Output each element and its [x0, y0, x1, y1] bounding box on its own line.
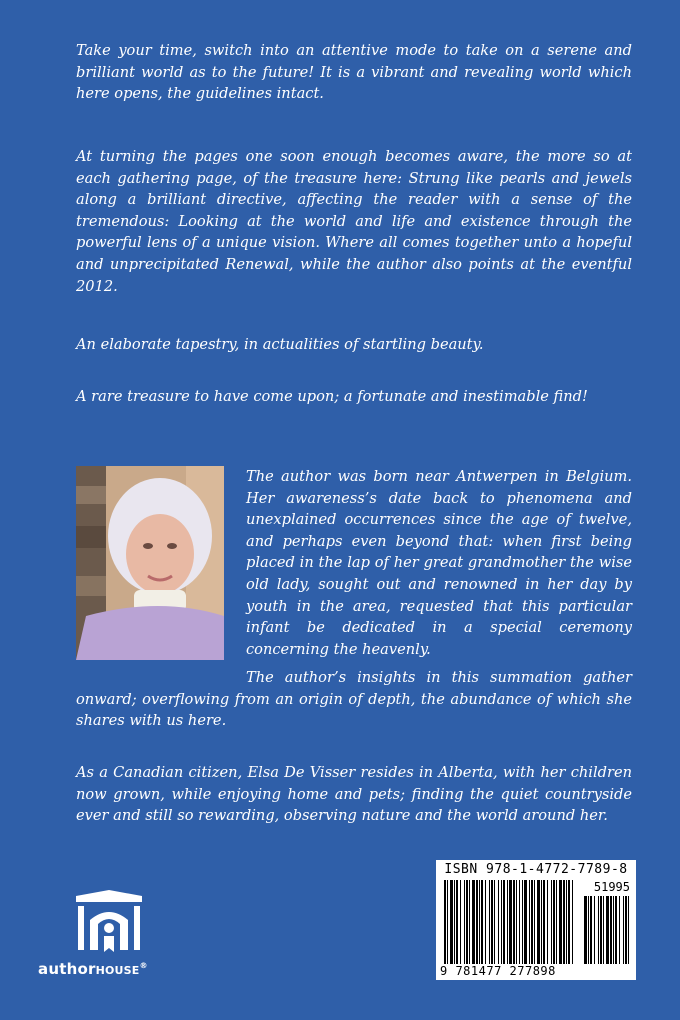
- barcode-bars: [436, 860, 636, 980]
- blurb-paragraph-3: An elaborate tapestry, in actualities of startling beauty.: [76, 336, 484, 353]
- publisher-name: authorHOUSE®: [38, 960, 148, 978]
- isbn-barcode: [436, 860, 636, 980]
- author-bio-paragraph: The author was born near Antwerpen in Belgium. Her awareness’s date back to phenomena and unexplained occurrences since the age of twelve, and perhaps even beyond that: when first being placed in the lap of her great grandmother the wise old lady, sought out and renowned in her day by youth in the area, requested that this particular infant be dedicated in a special ceremony concerning the heavenly.: [246, 468, 632, 658]
- residence-paragraph: As a Canadian citizen, Elsa De Visser resides in Alberta, with her children now grown, while enjoying home and pets; finding the quiet countryside ever and still so rewarding, observing nature and the world around her.: [76, 764, 632, 825]
- author-photo: [76, 466, 224, 660]
- price-code: 51995: [593, 880, 630, 894]
- insights-text: The author’s insights in this summation gather onward; overflowing from an origin of depth, the abundance of which she shares with us here.: [76, 669, 632, 730]
- blurb-paragraph-2: At turning the pages one soon enough becomes aware, the more so at each gathering page, of the treasure here: Strung like pearls and jewels along a brilliant directive, affecting the reader with a sense of the tremendous: Looking at the world and life and existence through the powerful lens of a unique vision. Where all comes together unto a hopeful and unprecipitated Renewal, while the author also points at the eventful 2012.: [76, 148, 632, 295]
- ean-digits: 9 781477 277898: [440, 964, 556, 978]
- blurb-paragraph-1: Take your time, switch into an attentive mode to take on a serene and brilliant world as to the future! It is a vibrant and revealing world which here opens, the guidelines intact.: [76, 42, 632, 103]
- blurb-paragraph-4: A rare treasure to have come upon; a fortunate and inestimable find!: [76, 388, 588, 405]
- insights-paragraph: [76, 667, 632, 732]
- isbn-text: ISBN 978-1-4772-7789-8: [444, 862, 628, 877]
